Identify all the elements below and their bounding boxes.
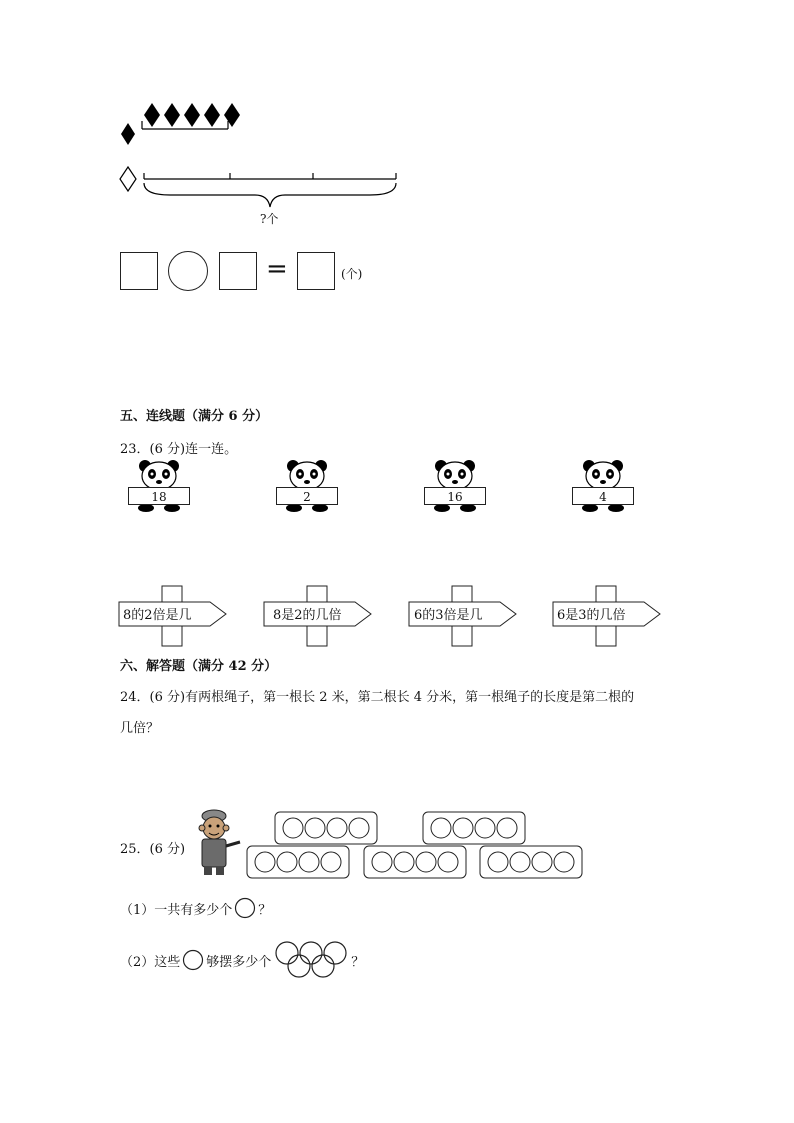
q25-sub2-middle: 够摆多少个: [206, 954, 272, 970]
q25-sub2: [120, 940, 364, 980]
arrow-sign-label: 6是3的几倍: [557, 608, 626, 623]
circle-group-4: [364, 846, 466, 878]
q24-line1: 24．(6 分)有两根绳子，第一根长 2 米，第二根长 4 分米，第一根绳子的长度是第二根的: [120, 690, 635, 705]
circle-group-3: [247, 846, 349, 878]
q25-sub2-prefix: （2）这些: [120, 954, 181, 970]
answer-box-result[interactable]: [297, 252, 335, 290]
q25-sub2-suffix: ？: [351, 954, 365, 970]
brace: [144, 183, 396, 207]
circle-groups: [240, 808, 590, 884]
unit-label: (个): [341, 267, 363, 281]
question-mark-label: ?个: [260, 212, 279, 226]
answer-box-2[interactable]: [219, 252, 257, 290]
panda-number-card: 4: [572, 487, 634, 505]
circle-icon: [182, 949, 204, 971]
arrow-sign-3[interactable]: [408, 585, 518, 647]
q25-label: 25．(6 分): [120, 842, 186, 857]
q23-text: 23．(6 分)连一连。: [120, 442, 238, 457]
answer-box-1[interactable]: [120, 252, 158, 290]
diamond-diagram: [110, 95, 410, 225]
arrow-sign-2[interactable]: [263, 585, 373, 647]
section5-heading: 五、连线题（满分 6 分）: [120, 409, 269, 424]
arrow-sign-1[interactable]: [118, 585, 228, 647]
panda-number-card: 16: [424, 487, 486, 505]
arrow-sign-label: 8的2倍是几: [123, 608, 192, 623]
q25-sub1: [120, 896, 271, 920]
filled-diamond-icon: [164, 103, 180, 127]
filled-diamond-icon: [224, 103, 240, 127]
section6-heading: 六、解答题（满分 42 分）: [120, 659, 278, 674]
panda-4[interactable]: [572, 458, 634, 514]
olympic-rings-icon: [273, 940, 349, 980]
filled-diamond-icon: [144, 103, 160, 127]
q24-line2: 几倍？: [120, 721, 160, 736]
monkey-icon: [188, 808, 242, 878]
operator-circle[interactable]: [168, 251, 208, 291]
equals-sign: =: [266, 254, 288, 284]
circle-group-2: [423, 812, 525, 844]
panda-2[interactable]: [276, 458, 338, 514]
arrow-sign-label: 6的3倍是几: [414, 608, 483, 623]
hollow-diamond-icon: [120, 167, 136, 191]
panda-number-card: 2: [276, 487, 338, 505]
q25-sub1-suffix: ？: [258, 902, 272, 918]
circle-icon: [234, 897, 256, 919]
panda-3[interactable]: [424, 458, 486, 514]
arrow-sign-4[interactable]: [552, 585, 662, 647]
panda-number-card: 18: [128, 487, 190, 505]
q25-sub1-prefix: （1）一共有多少个: [120, 902, 233, 918]
circle-group-1: [275, 812, 377, 844]
filled-diamond-icon: [184, 103, 200, 127]
panda-1[interactable]: [128, 458, 190, 514]
arrow-sign-label: 8是2的几倍: [273, 608, 342, 623]
circle-group-5: [480, 846, 582, 878]
filled-diamond-icon: [121, 123, 135, 145]
filled-diamond-icon: [204, 103, 220, 127]
